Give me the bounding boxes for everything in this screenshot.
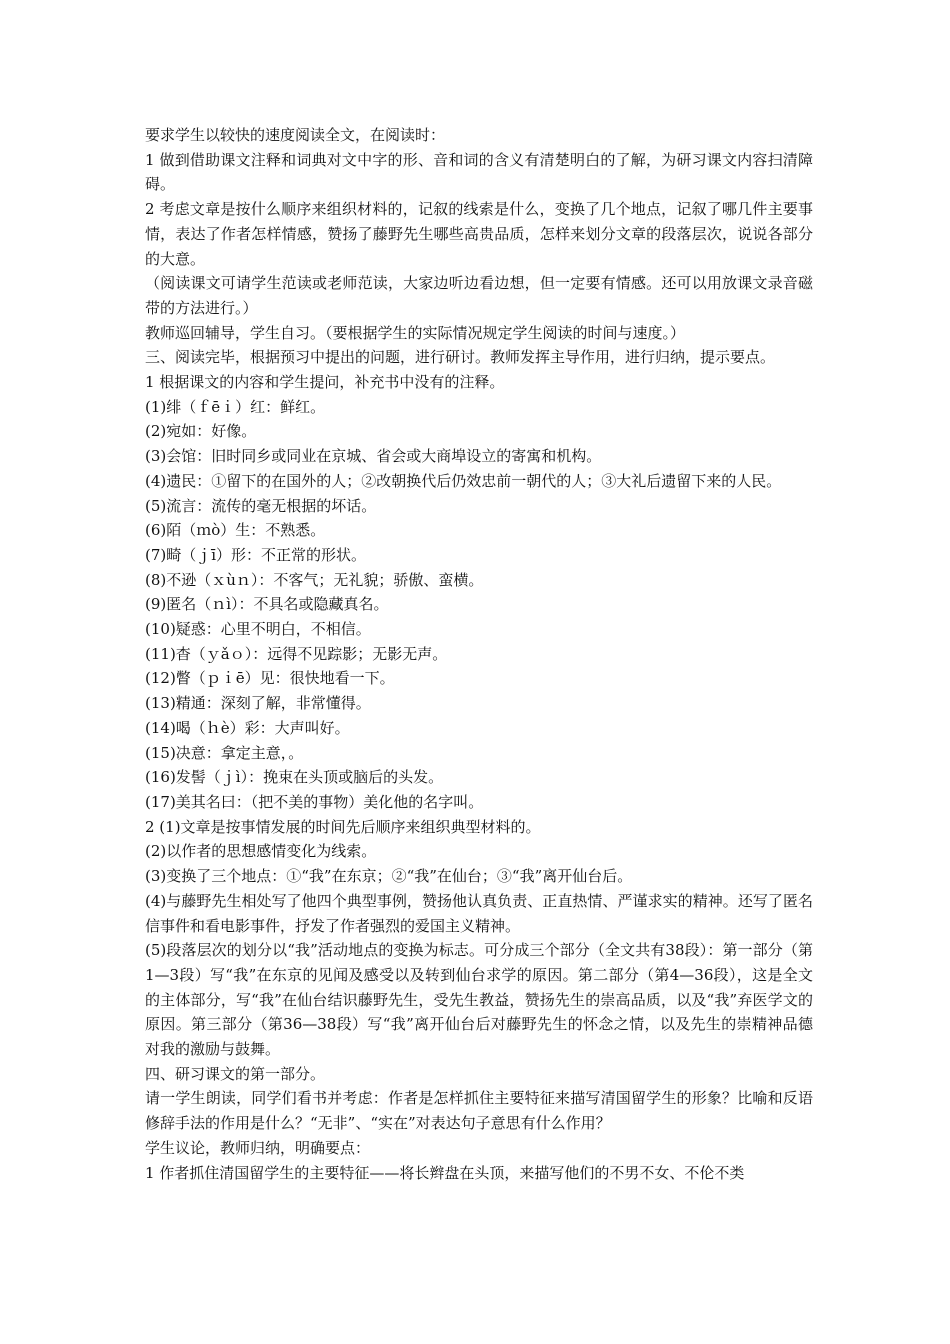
paragraph: (3)变换了三个地点：①“我”在东京；②“我”在仙台；③“我”离开仙台后。	[145, 867, 633, 886]
annotation-item: (12)瞥（ｐｉē）见：很快地看一下。	[145, 669, 395, 688]
section-heading: 四、研习课文的第一部分。	[145, 1064, 326, 1083]
paragraph: （阅读课文可请学生范读或老师范读，大家边听边看边想，但一定要有情感。还可以用放课文录音磁带的方法进行。）	[145, 274, 813, 317]
document-page	[145, 123, 813, 1185]
paragraph: 2 考虑文章是按什么顺序来组织材料的，记叙的线索是什么，变换了几个地点，记叙了哪几件主要事情，表达了作者怎样情感，赞扬了藤野先生哪些高贵品质，怎样来划分文章的段落层次，说说各部分的大意。	[145, 200, 813, 268]
annotation-item: (15)决意：拿定主意，。	[145, 743, 304, 762]
annotation-item: (2)宛如：好像。	[145, 422, 257, 441]
paragraph: 请一学生朗读，同学们看书并考虑：作者是怎样抓住主要特征来描写清国留学生的形象？比喻和反语修辞手法的作用是什么？“无非”、“实在”对表达句子意思有什么作用？	[145, 1089, 813, 1133]
annotation-item: (17)美其名曰：（把不美的事物）美化他的名字叫。	[145, 792, 484, 811]
paragraph: 1 作者抓住清国留学生的主要特征——将长辫盘在头顶，来描写他们的不男不女、不伦不类	[145, 1163, 745, 1182]
annotation-item: (11)杳（ｙǎｏ）：远得不见踪影；无影无声。	[145, 644, 448, 663]
annotation-item: (10)疑惑：心里不明白，不相信。	[145, 620, 371, 639]
paragraph: 1 根据课文的内容和学生提问，补充书中没有的注释。	[145, 373, 505, 392]
annotation-item: (3)会馆：旧时同乡或同业在京城、省会或大商埠设立的寄寓和机构。	[145, 447, 602, 466]
paragraph: 1 做到借助课文注释和词典对文中字的形、音和词的含义有清楚明白的了解，为研习课文内容扫清障碍。	[145, 150, 813, 194]
annotation-item: (4)遗民：①留下的在国外的人；②改朝换代后仍效忠前一朝代的人；③大礼后遗留下来的人民。	[145, 471, 782, 490]
paragraph: (5)段落层次的划分以“我”活动地点的变换为标志。可分成三个部分（全文共有38段）：第一部分（第1—3段）写“我”在东京的见闻及感受以及转到仙台求学的原因。第二部分（第4—36段），这是全文的主体部分，写“我”在仙台结识藤野先生，受先生教益，赞扬先生的崇高品质，以及“我”弃医学文的原因。第三部分（第36—38段）写“我”离开仙台后对藤野先生的怀念之情，以及先生的崇精神品德对我的激励与鼓舞。	[145, 941, 813, 1059]
paragraph: (2)以作者的思想感情变化为线索。	[145, 842, 377, 861]
paragraph: (4)与藤野先生相处写了他四个典型事例，赞扬他认真负责、正直热情、严谨求实的精神。还写了匿名信事件和看电影事件，抒发了作者强烈的爱国主义精神。	[145, 891, 813, 935]
annotation-item: (1)绯（ｆēｉ）红：鲜红。	[145, 397, 326, 416]
paragraph: 要求学生以较快的速度阅读全文，在阅读时：	[145, 126, 446, 144]
annotation-item: (14)喝（ｈè）彩：大声叫好。	[145, 718, 350, 737]
paragraph: 2 (1)文章是按事情发展的时间先后顺序来组织典型材料的。	[145, 817, 541, 836]
section-heading: 三、阅读完毕，根据预习中提出的问题，进行研讨。教师发挥主导作用，进行归纳，提示要点。	[145, 348, 776, 367]
annotation-item: (16)发髻（ｊì）：挽束在头顶或脑后的头发。	[145, 768, 444, 787]
annotation-item: (8)不逊（ｘùｎ）：不客气；无礼貌；骄傲、蛮横。	[145, 570, 484, 589]
annotation-item: (13)精通：深刻了解，非常懂得。	[145, 694, 371, 713]
annotation-item: (7)畸（ｊī）形：不正常的形状。	[145, 545, 367, 564]
paragraph: 学生议论，教师归纳，明确要点：	[145, 1138, 371, 1157]
annotation-item: (5)流言：流传的毫无根据的坏话。	[145, 496, 377, 515]
annotation-item: (6)陌（ｍò）生：不熟悉。	[145, 521, 326, 540]
annotation-item: (9)匿名（ｎì）：不具名或隐藏真名。	[145, 595, 389, 614]
paragraph: 教师巡回辅导，学生自习。（要根据学生的实际情况规定学生阅读的时间与速度。）	[145, 323, 686, 342]
